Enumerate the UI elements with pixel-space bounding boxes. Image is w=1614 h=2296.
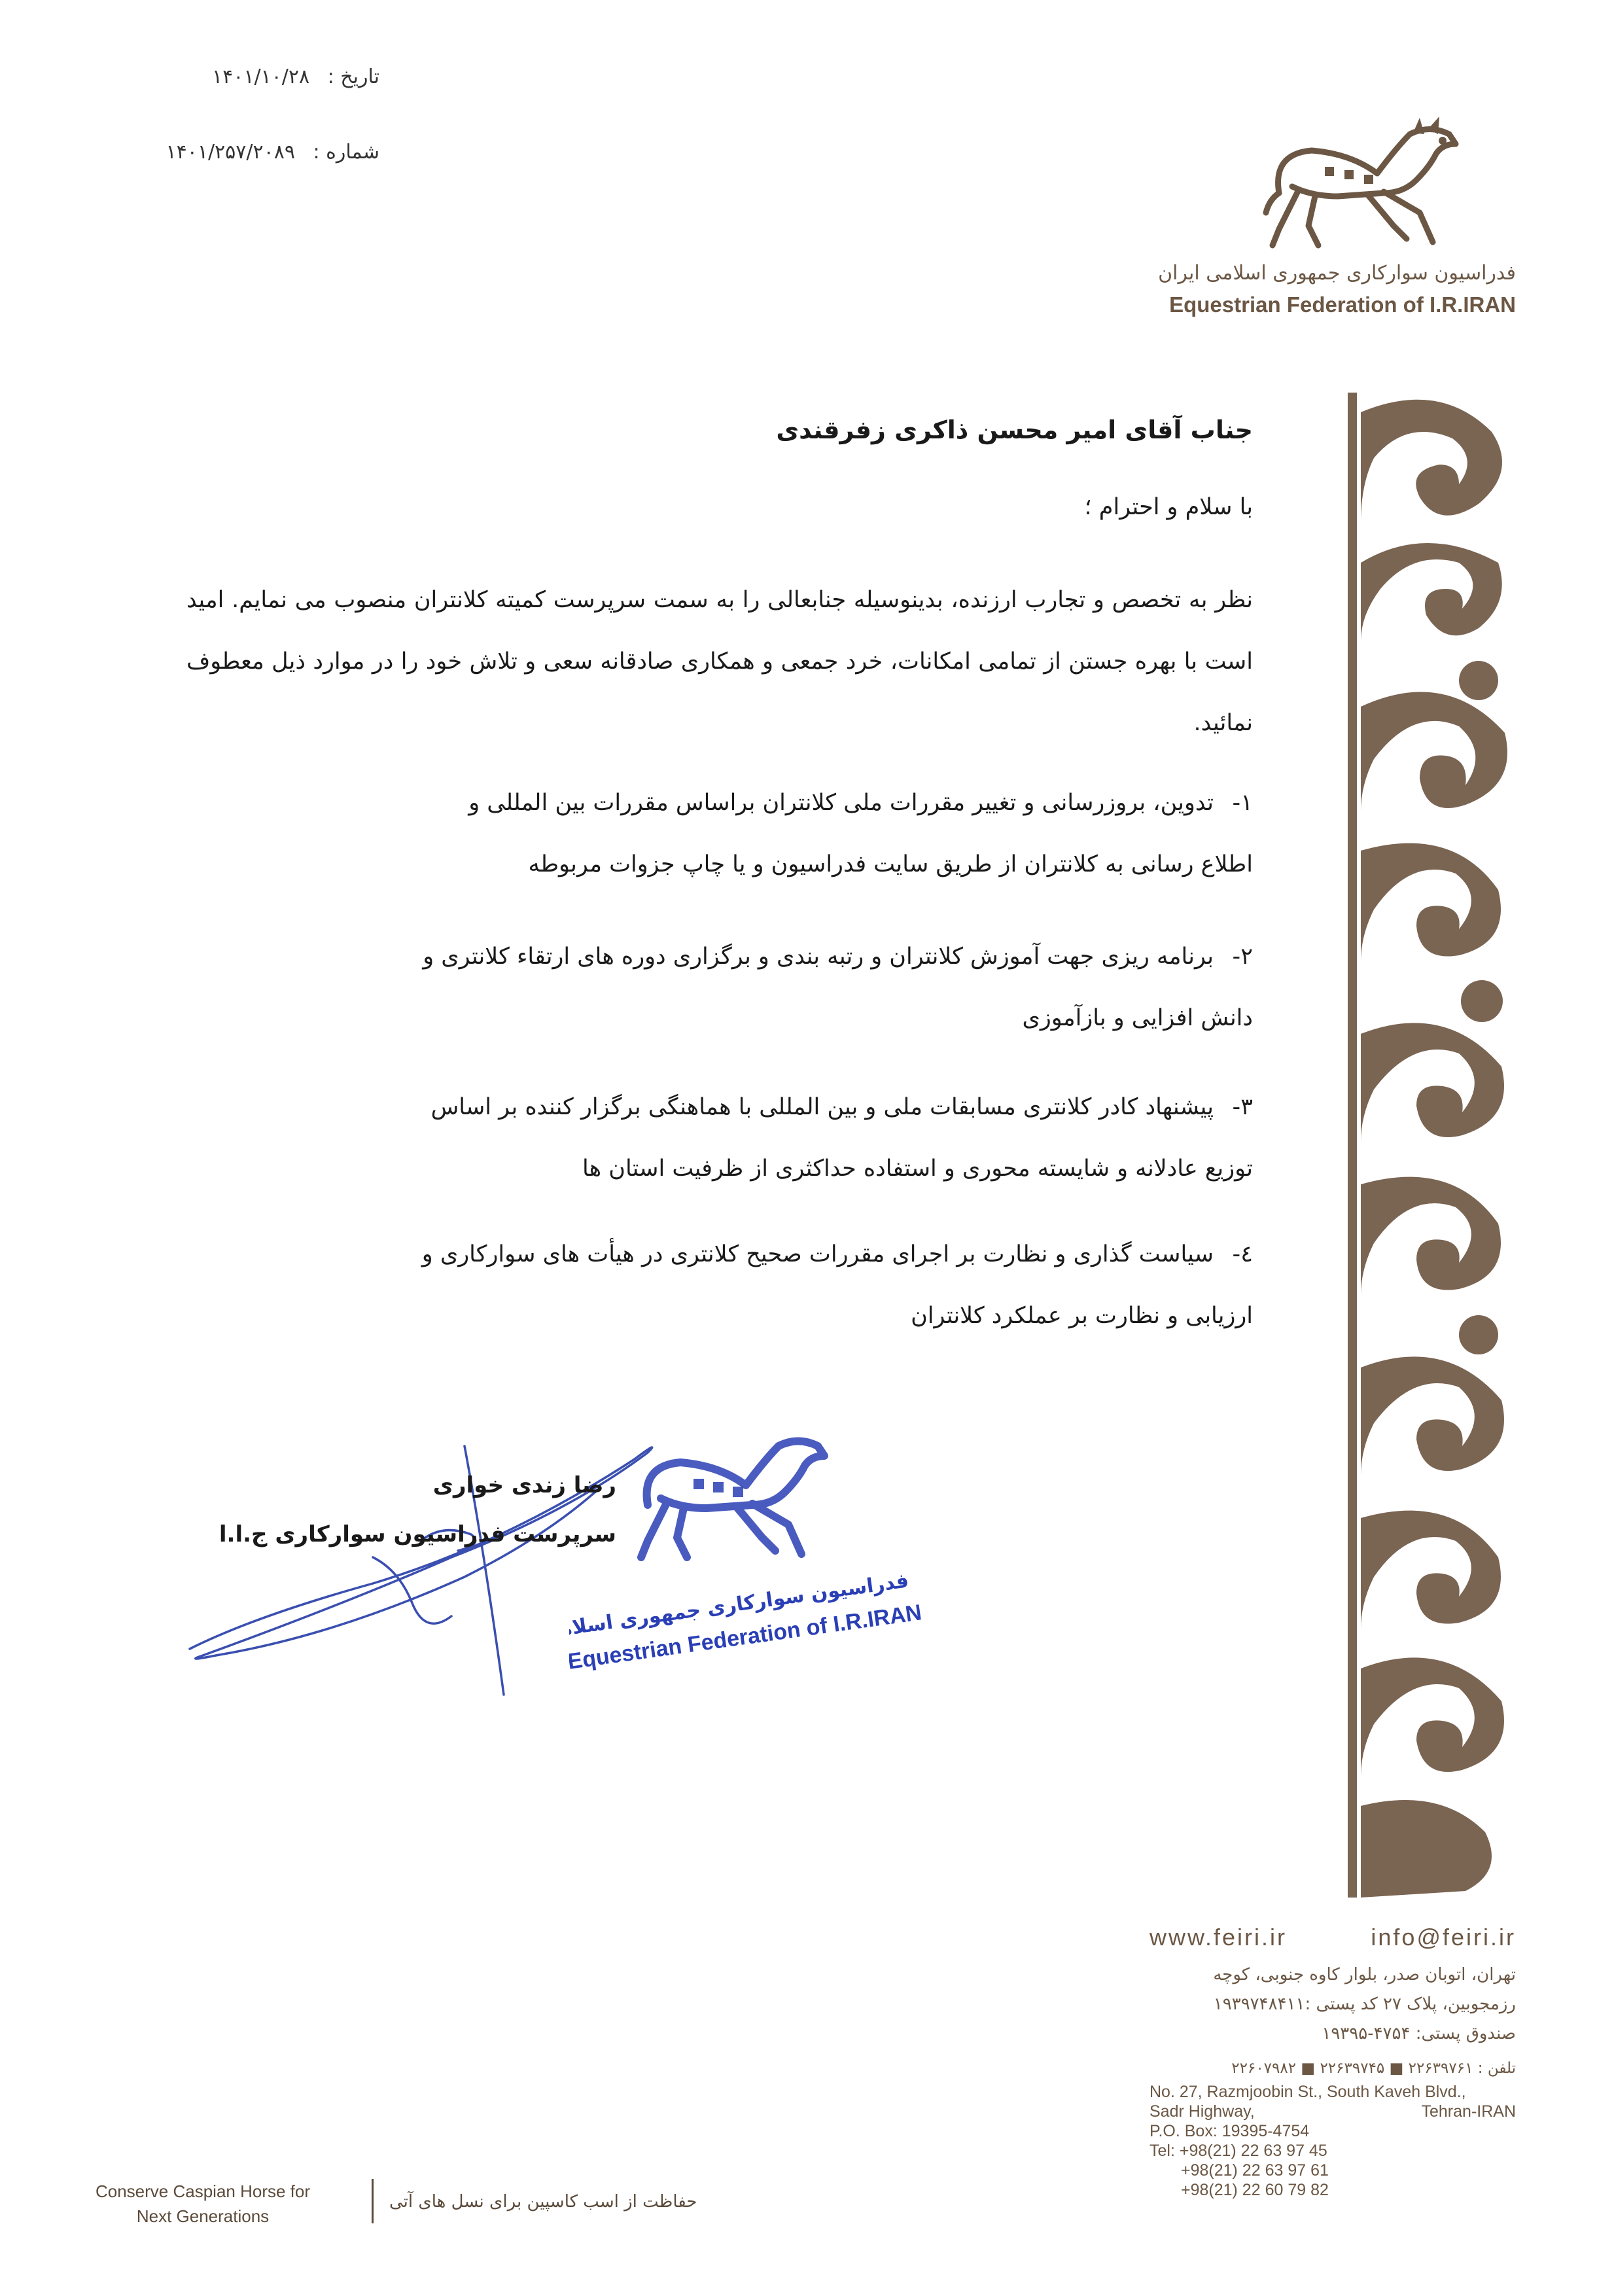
list-item-continuation: اطلاع رسانی به کلانتران از طریق سایت فدراسیون و یا چاپ جزوات مربوطه bbox=[528, 851, 1253, 877]
date-value: ۱۴۰۱/۱۰/۲۸ bbox=[211, 65, 310, 88]
stamp-text-en: Equestrian Federation of I.R.IRAN bbox=[569, 1600, 924, 1674]
date-line bbox=[144, 65, 379, 88]
address-en-line-2a: Sadr Highway, bbox=[1149, 2102, 1255, 2121]
list-item-text: برنامه ریزی جهت آموزش کلانتران و رتبه بندی و برگزاری دوره های ارتقاء کلانتری و bbox=[423, 944, 1214, 970]
list-item-text: تدوین، بروزرسانی و تغییر مقررات ملی کلانتران براساس مقررات بین المللی و bbox=[468, 790, 1214, 816]
list-item bbox=[186, 926, 1253, 1049]
list-item-number: ۲- bbox=[1232, 944, 1253, 970]
list-item bbox=[186, 772, 1253, 895]
list-item-number: ٤- bbox=[1232, 1241, 1253, 1267]
number-label: شماره : bbox=[313, 141, 379, 164]
list-item-text: سیاست گذاری و نظارت بر اجرای مقررات صحیح کلانتری در هیأت های سوارکاری و bbox=[421, 1241, 1214, 1267]
org-name-en: Equestrian Federation of I.R.IRAN bbox=[1169, 292, 1516, 317]
list-item bbox=[186, 1224, 1253, 1347]
slogan-fa: حفاظت از اسب کاسپین برای نسل های آتی bbox=[389, 2192, 697, 2212]
date-label: تاریخ : bbox=[327, 65, 379, 88]
slogan-en-line-2: Next Generations bbox=[136, 2206, 270, 2226]
website-link[interactable]: www.feiri.ir bbox=[1149, 1924, 1288, 1951]
list-item-text: پیشنهاد کادر کلانتری مسابقات ملی و بین المللی با هماهنگی برگزار کننده بر اساس bbox=[430, 1094, 1214, 1120]
number-value: ۱۴۰۱/۲۵۷/۲۰۸۹ bbox=[166, 141, 295, 164]
slogan-en-line-1: Conserve Caspian Horse for bbox=[95, 2181, 311, 2201]
ornament-strip bbox=[1348, 393, 1518, 1898]
address-en-line-1: No. 27, Razmjoobin St., South Kaveh Blvd., bbox=[1149, 2083, 1466, 2101]
address-fa-line-1: تهران، اتوبان صدر، بلوار کاوه جنوبی، کوچه bbox=[1213, 1965, 1516, 1985]
list-item bbox=[186, 1076, 1253, 1199]
signatory-name: رضا زندی خواری bbox=[432, 1472, 616, 1498]
list-item-continuation: توزیع عادلانه و شایسته محوری و استفاده حداکثری از ظرفیت استان ها bbox=[582, 1156, 1253, 1182]
stamp-text-fa: فدراسیون سوارکاری جمهوری اسلامی bbox=[569, 1569, 911, 1644]
handwritten-signature bbox=[177, 1420, 752, 1701]
list-item-continuation: ارزیابی و نظارت بر عملکرد کلانتران bbox=[911, 1303, 1253, 1329]
number-line bbox=[144, 141, 379, 164]
list-item-number: ۱- bbox=[1232, 790, 1253, 816]
tel-en-2: +98(21) 22 63 97 61 bbox=[1181, 2161, 1329, 2180]
address-fa-line-2: رزمجوبین، پلاک ۲۷ کد پستی :۱۹۳۹۷۴۸۴۱۱ bbox=[1213, 1994, 1516, 2014]
greeting-line: با سلام و احترام ؛ bbox=[1084, 494, 1253, 520]
address-en-line-2 bbox=[1149, 2102, 1516, 2121]
intro-paragraph: نظر به تخصص و تجارب ارزنده، بدینوسیله جنابعالی را به سمت سرپرست کمیته کلانتران منصوب می نمایم. امید است با بهره جستن از تمامی امکانات، خرد جمعی و همکاری صادقانه سعی و تلاش خود را در موارد ذیل معطوف نمائید. bbox=[186, 587, 1253, 736]
address-fa-line-3: صندوق پستی: ۴۷۵۴-۱۹۳۹۵ bbox=[1322, 2024, 1516, 2043]
org-name-fa: فدراسیون سوارکاری جمهوری اسلامی ایران bbox=[1158, 262, 1516, 285]
email-link[interactable]: info@feiri.ir bbox=[1371, 1924, 1516, 1951]
list-item-continuation: دانش افزایی و بازآموزی bbox=[1022, 1005, 1253, 1031]
slogan-divider bbox=[372, 2179, 374, 2223]
signatory-title: سرپرست فدراسیون سوارکاری ج.ا.ا bbox=[219, 1521, 616, 1547]
web-contact-row bbox=[1149, 1924, 1516, 1951]
slogan-en bbox=[85, 2179, 321, 2229]
tel-en-3: +98(21) 22 60 79 82 bbox=[1181, 2181, 1329, 2199]
address-en-line-2b: Tehran-IRAN bbox=[1421, 2102, 1516, 2121]
pobox-en: P.O. Box: 19395-4754 bbox=[1149, 2122, 1310, 2140]
recipient-line: جناب آقای امیر محسن ذاکری زفرقندی bbox=[776, 415, 1253, 444]
list-item-number: ۳- bbox=[1232, 1094, 1253, 1120]
phone-fa: تلفن : ۲۲۶۳۹۷۶۱ ■ ۲۲۶۳۹۷۴۵ ■ ۲۲۶۰۷۹۸۲ bbox=[1231, 2060, 1516, 2077]
horse-logo-icon bbox=[1253, 115, 1475, 252]
tel-en-1: Tel: +98(21) 22 63 97 45 bbox=[1149, 2142, 1327, 2160]
